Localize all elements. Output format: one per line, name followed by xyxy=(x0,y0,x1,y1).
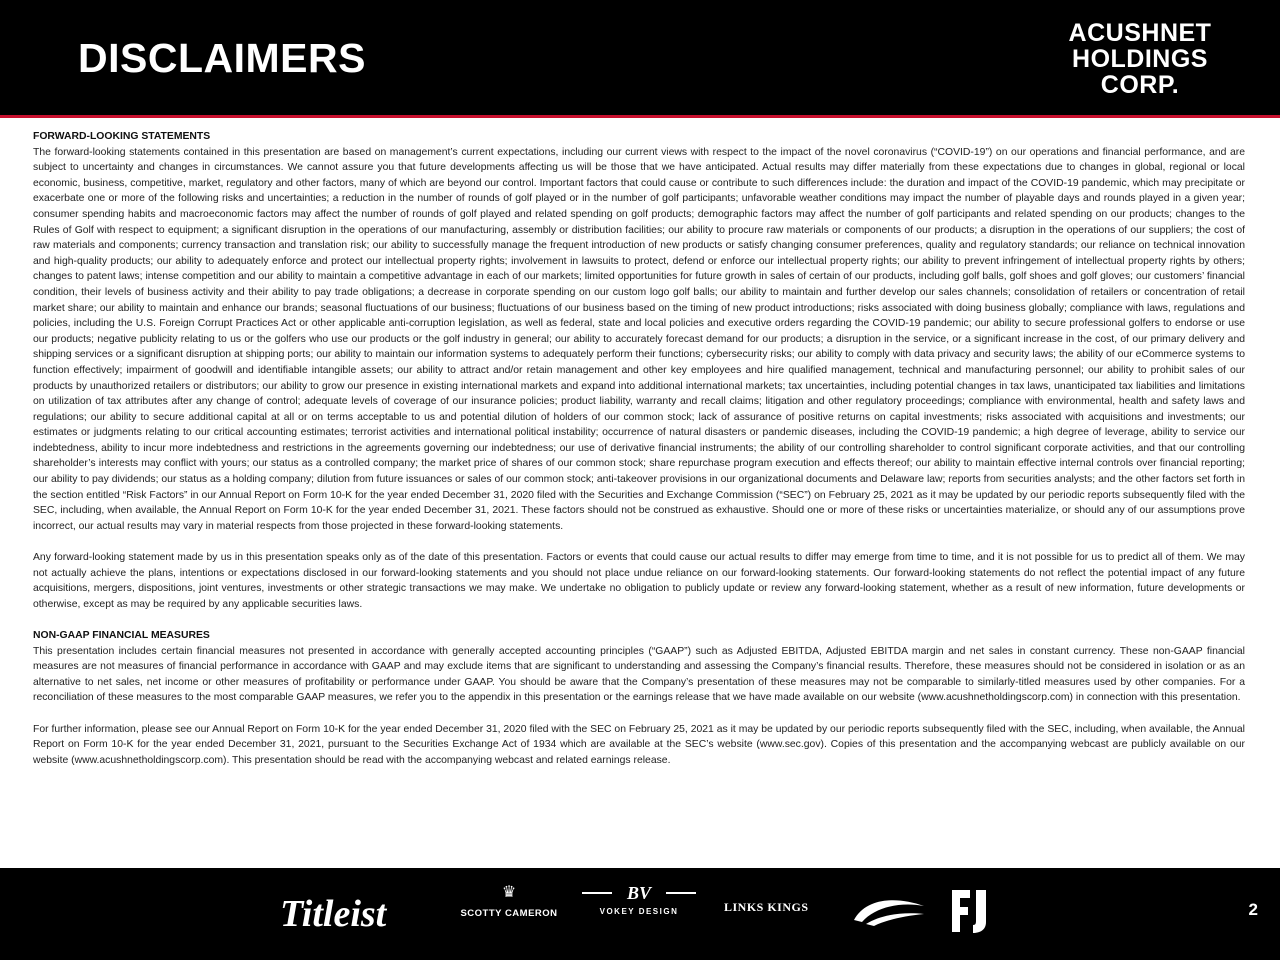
kjus-swoosh-icon xyxy=(852,894,926,928)
scotty-cameron-text: SCOTTY CAMERON xyxy=(460,908,558,919)
footer-bar xyxy=(0,868,1280,960)
forward-looking-heading: FORWARD-LOOKING STATEMENTS xyxy=(33,131,211,142)
footjoy-fj-icon xyxy=(946,886,996,936)
crown-icon: ♛ xyxy=(501,884,517,901)
acushnet-holdings-logo xyxy=(1040,20,1240,104)
vokey-right-wing-icon xyxy=(666,892,696,894)
logo-line-3: CORP. xyxy=(1100,71,1180,99)
forward-looking-paragraph-2: Any forward-looking statement made by us in this presentation speaks only as of the date of this presentation. Factors or events that could cause our actual results to differ may emerge from time to time, and it is not possible for us to predict all of them. We may not actually achieve the plans, intentions or expectations disclosed in our forward-looking statements and you should not place undue reliance on our forward-looking statements. Our forward-looking statements do not reflect the potential impact of any future acquisitions, mergers, dispositions, joint ventures, investments or other strategic transactions we may make. We undertake no obligation to publicly update or review any forward-looking statement, whether as a result of new information, future developments or otherwise, except as may be required by any applicable securities laws. xyxy=(33,552,1245,610)
page-title: DISCLAIMERS xyxy=(78,35,366,81)
disclaimer-body xyxy=(33,129,1245,768)
forward-looking-paragraph-1: The forward-looking statements contained in this presentation are based on management’s current expectations, including our current views with respect to the impact of the novel coronavirus (“COVID-19”) on our operations and financial performance, and are subject to uncertainty and changes in circumstances. We cannot assure you that future developments affecting us will be those that we have anticipated. Actual results may differ materially from these expectations due to changes in global, regional or local economic, business, competitive, market, regulatory and other factors, many of which are beyond our control. Important factors that could cause or contribute to such differences include: the duration and impact of the COVID-19 pandemic, which may precipitate or exacerbate one or more of the following risks and uncertainties; a reduction in the number of rounds of golf played or in the number of golf participants; unfavorable weather conditions may impact the number of playable days and rounds played in a given year; consumer spending habits and macroeconomic factors may affect the number of rounds of golf played and related spending on golf products; demographic factors may affect the number of golf participants and related spending on our products; changes to the Rules of Golf with respect to equipment; a significant disruption in the operations of our manufacturing, assembly or distribution facilities; our ability to procure raw materials or components of our products; a disruption in the operations of our suppliers; the cost of raw materials and components; currency transaction and translation risk; our ability to successfully manage the frequent introduction of new products or satisfy changing consumer preferences, quality and regulatory standards; our reliance on technical innovation and high-quality products; our ability to adequately enforce and protect our intellectual property rights; involvement in lawsuits to protect, defend or enforce our intellectual property rights; our ability to prevent infringement of intellectual property rights by others; changes to patent laws; intense competition and our ability to maintain a competitive advantage in each of our markets; limited opportunities for future growth in sales of certain of our products, including golf balls, golf shoes and golf gloves; our customers’ financial condition, their levels of business activity and their ability to pay trade obligations; a decrease in corporate spending on our custom logo golf balls; our ability to maintain and further develop our sales channels; consolidation of retailers or concentration of retail market share; our ability to maintain and enhance our brands; seasonal fluctuations of our business; fluctuations of our business based on the timing of new product introductions; risks associated with doing business globally; compliance with laws, regulations and policies, including the U.S. Foreign Corrupt Practices Act or other applicable anti-corruption legislation, as well as federal, state and local policies and executive orders regarding the COVID-19 pandemic; our ability to secure professional golfers to endorse or use our products; negative publicity relating to us or the golfers who use our products or the golf industry in general; our ability to accurately forecast demand for our products; a disruption in the service, or a significant increase in the cost, of our primary delivery and shipping services or a significant disruption at shipping ports; our ability to maintain our information systems to adequately perform their functions; cybersecurity risks; our ability to comply with data privacy and security laws; the ability of our eCommerce systems to function effectively; impairment of goodwill and identifiable intangible assets; our ability to attract and/or retain management and other key employees and hire qualified management, technical and manufacturing personnel; our ability to prohibit sales of our products by unauthorized retailers or distributors; our ability to grow our presence in existing international markets and expand into additional international markets; tax uncertainties, including potential changes in tax laws, unanticipated tax liabilities and limitations on utilization of tax attributes after any change of control; adequate levels of coverage of our insurance policies; product liability, warranty and recall claims; litigation and other regulatory proceedings; compliance with environmental, health and safety laws and regulations; our ability to secure additional capital at all or on terms acceptable to us and potential dilution of holders of our common stock; lack of assurance of positive returns on capital investments; risks associated with acquisitions and investments; our estimates or judgments relating to our critical accounting estimates; terrorist activities and international political instability; occurrence of natural disasters or pandemic diseases, including the COVID-19 pandemic; a high degree of leverage, ability to service our indebtedness, ability to incur more indebtedness and restrictions in the agreements governing our indebtedness; our use of derivative financial instruments; the ability of our controlling shareholder to control significant corporate activities, and that our controlling shareholder’s interests may conflict with yours; our status as a controlled company; the market price of shares of our common stock; share repurchase program execution and effects thereof; our ability to maintain effective internal controls over financial reporting; our ability to pay dividends; our status as a holding company; dilution from future issuances or sales of our common stock; anti-takeover provisions in our organizational documents and Delaware law; reports from securities analysts; and the other factors set forth in the section entitled “Risk Factors” in our Annual Report on Form 10-K for the year ended December 31, 2020 filed with the Securities and Exchange Commission (“SEC”) on February 25, 2021 as it may be updated by our periodic reports subsequently filed with the SEC, including, when available, the Annual Report on Form 10-K for the year ended December 31, 2021. These factors should not be construed as exhaustive. Should one or more of these risks or uncertainties materialize, or should any of our assumptions prove incorrect, our actual results may vary in material respects from those projected in these forward-looking statements. xyxy=(33,146,1245,532)
page-number: 2 xyxy=(1248,900,1258,919)
logo-line-1: ACUSHNET xyxy=(1068,19,1212,47)
header-bar xyxy=(0,0,1280,118)
titleist-logo: Titleist xyxy=(280,893,387,935)
non-gaap-paragraph-2: For further information, please see our Annual Report on Form 10-K for the year ended December 31, 2020 filed with the SEC on February 25, 2021 as it may be updated by our periodic reports subsequently filed with the SEC, including, when available, the Annual Report on Form 10-K for the year ended December 31, 2021, pursuant to the Securities Exchange Act of 1934 which are available at the SEC’s website (www.sec.gov). Copies of this presentation and the accompanying webcast are publicly available on our website (www.acushnetholdingscorp.com). This presentation should be read with the accompanying webcast and related earnings release. xyxy=(33,723,1245,766)
vokey-design-logo xyxy=(580,882,698,928)
links-kings-logo: LINKS KINGS xyxy=(724,900,809,914)
logo-line-2: HOLDINGS xyxy=(1072,45,1208,73)
non-gaap-heading: NON-GAAP FINANCIAL MEASURES xyxy=(33,630,210,641)
vokey-monogram: BV xyxy=(626,883,651,903)
scotty-cameron-logo xyxy=(453,884,565,919)
vokey-left-wing-icon xyxy=(582,892,612,894)
vokey-design-text: VOKEY DESIGN xyxy=(599,907,679,916)
non-gaap-paragraph-1: This presentation includes certain financial measures not presented in accordance with generally accepted accounting principles (“GAAP”) such as Adjusted EBITDA, Adjusted EBITDA margin and net sales in constant currency. These non-GAAP financial measures are not measures of financial performance in accordance with GAAP and may exclude items that are significant to understanding and assessing the Company’s financial results. Therefore, these measures should not be considered in isolation or as an alternative to net sales, net income or other measures of profitability or performance under GAAP. You should be aware that the Company’s presentation of these measures may not be comparable to similarly-titled measures used by other companies. For a reconciliation of these measures to the most comparable GAAP measures, we refer you to the appendix in this presentation or the earnings release that we have made available on our website (www.acushnetholdingscorp.com) in connection with this presentation. xyxy=(33,645,1245,704)
